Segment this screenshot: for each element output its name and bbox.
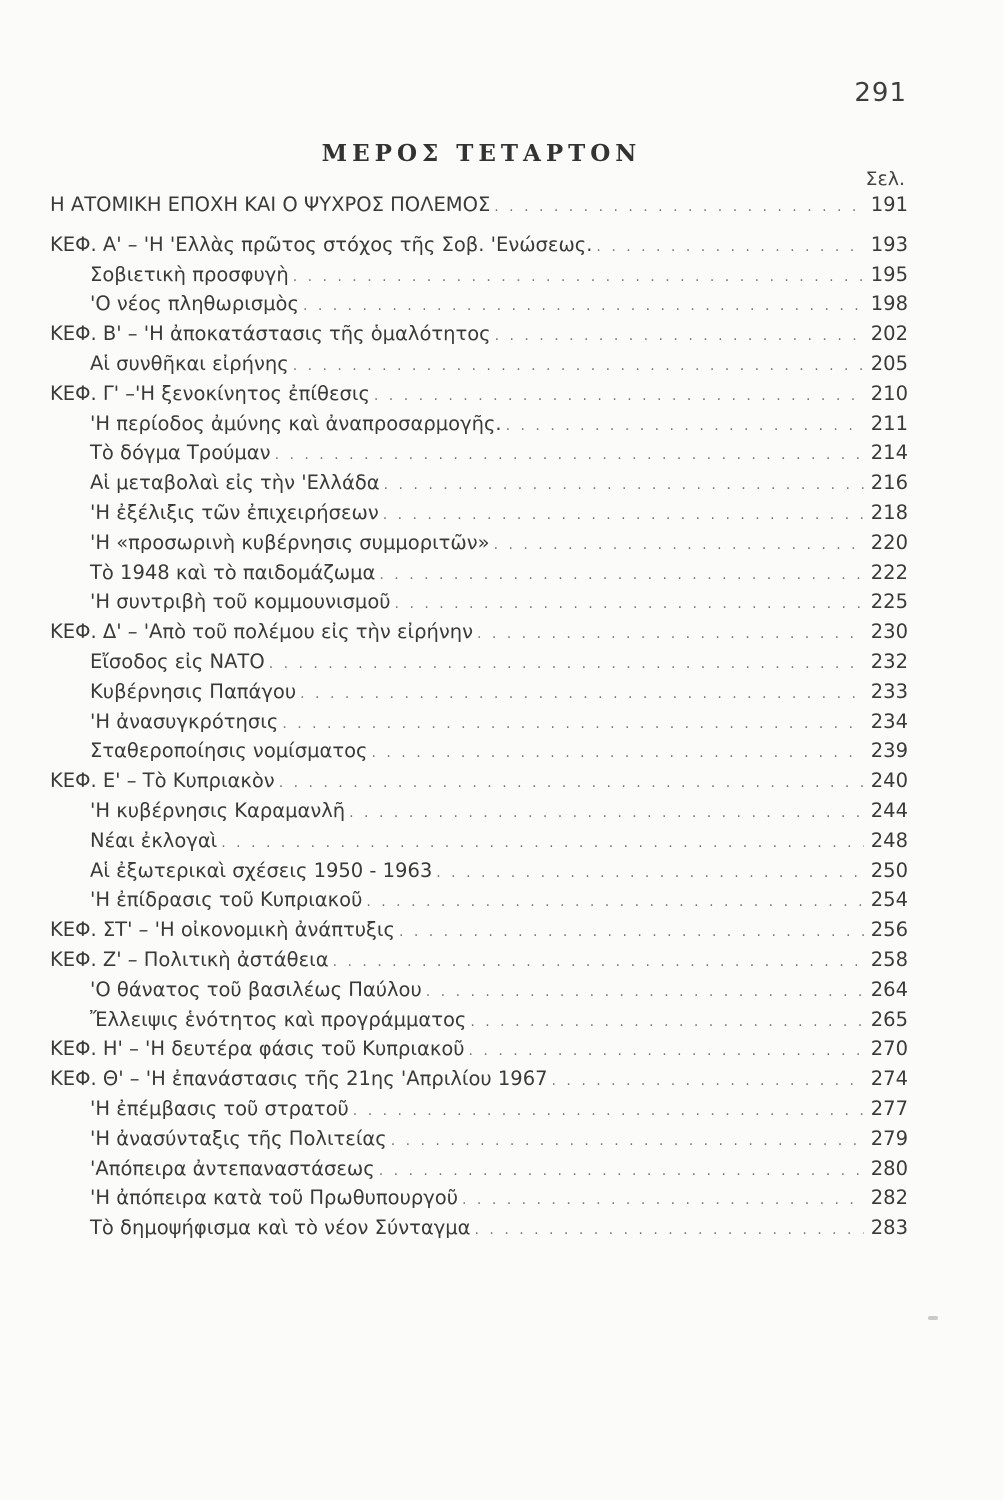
- toc-section: [50, 1008, 908, 1038]
- dot-leader: [477, 626, 864, 642]
- toc-entry-label: 'Η περίοδος ἀμύνης καὶ ἀναπροσαρμογῆς.: [90, 411, 502, 435]
- toc-entry-page: 198: [870, 292, 908, 316]
- toc-entry-page: 205: [870, 351, 908, 375]
- toc-section: [50, 471, 908, 501]
- dot-leader: [462, 1192, 864, 1208]
- table-of-contents: [50, 193, 908, 1246]
- toc-entry-page: 239: [870, 739, 908, 763]
- dot-leader: [300, 686, 864, 702]
- toc-entry-page: 225: [870, 590, 908, 614]
- dot-leader: [395, 596, 864, 612]
- toc-entry-label: Σοβιετικὴ προσφυγὴ: [90, 262, 289, 286]
- toc-entry-label: ΚΕΦ. Α' – 'Η 'Ελλὰς πρῶτος στόχος τῆς Σοβ. 'Ενώσεως.: [50, 232, 593, 256]
- dot-leader: [374, 388, 864, 404]
- toc-entry-label: 'Η «προσωρινὴ κυβέρνησις συμμοριτῶν»: [90, 530, 490, 554]
- dot-leader: [333, 954, 864, 970]
- toc-entry-label: 'Η συντριβὴ τοῦ κομμουνισμοῦ: [90, 590, 391, 614]
- toc-entry-page: 283: [870, 1216, 908, 1240]
- toc-entry-label: Τὸ 1948 καὶ τὸ παιδομάζωμα: [90, 560, 376, 584]
- dot-leader: [596, 239, 864, 255]
- dot-leader: [494, 537, 864, 553]
- toc-entry-label: 'Η ἀνασύνταξις τῆς Πολιτείας: [90, 1126, 387, 1150]
- toc-chapter: [50, 1067, 908, 1097]
- dot-leader: [379, 567, 864, 583]
- toc-entry-page: 222: [870, 560, 908, 584]
- toc-section: [50, 799, 908, 829]
- toc-section: [50, 739, 908, 769]
- toc-entry-label: ΚΕΦ. ΣΤ' – 'Η οἰκονομικὴ ἀνάπτυξις: [50, 918, 395, 942]
- dot-leader: [303, 298, 864, 314]
- ink-smudge: [928, 1316, 938, 1320]
- toc-section: [50, 1127, 908, 1157]
- toc-entry-label: Αἱ μεταβολαὶ εἰς τὴν 'Ελλάδα: [90, 471, 380, 495]
- toc-entry-page: 277: [870, 1096, 908, 1120]
- dot-leader: [279, 775, 864, 791]
- toc-entry-label: 'Η ἀπόπειρα κατὰ τοῦ Πρωθυπουργοῦ: [90, 1186, 459, 1210]
- dot-leader: [353, 1103, 864, 1119]
- toc-section: [50, 412, 908, 442]
- toc-entry-label: 'Η ἐπίδρασις τοῦ Κυπριακοῦ: [90, 888, 363, 912]
- toc-entry-page: 191: [870, 193, 908, 216]
- dot-leader: [470, 1014, 864, 1030]
- toc-entry-label: ΚΕΦ. Β' – 'Η ἀποκατάστασις τῆς ὁμαλότητος: [50, 322, 491, 346]
- toc-entry-label: ΚΕΦ. Ε' – Τὸ Κυπριακὸν: [50, 769, 275, 793]
- dot-leader: [469, 1043, 864, 1059]
- toc-chapter: [50, 322, 908, 352]
- toc-entry-page: 232: [870, 649, 908, 673]
- toc-entry-page: 216: [870, 471, 908, 495]
- dot-leader: [399, 924, 864, 940]
- dot-leader: [391, 1133, 864, 1149]
- toc-main-entry: [50, 193, 908, 223]
- dot-leader: [282, 716, 864, 732]
- dot-leader: [494, 199, 864, 215]
- toc-chapter: [50, 918, 908, 948]
- toc-section: [50, 441, 908, 471]
- part-title: ΜΕΡΟΣ ΤΕΤΑΡΤΟΝ: [321, 140, 642, 167]
- toc-section: [50, 1186, 908, 1216]
- toc-entry-page: 254: [870, 888, 908, 912]
- dot-leader: [475, 1222, 864, 1238]
- toc-entry-page: 250: [870, 858, 908, 882]
- toc-section: [50, 590, 908, 620]
- dot-leader: [436, 865, 864, 881]
- dot-leader: [275, 447, 864, 463]
- toc-entry-label: Εἴσοδος εἰς ΝΑΤΟ: [90, 649, 265, 673]
- toc-section: [50, 859, 908, 889]
- toc-entry-page: 248: [870, 828, 908, 852]
- toc-entry-page: 270: [870, 1037, 908, 1061]
- toc-section: [50, 1157, 908, 1187]
- page-column-label: Σελ.: [865, 168, 905, 190]
- dot-leader: [379, 1163, 864, 1179]
- toc-entry-page: 258: [870, 947, 908, 971]
- toc-entry-page: 214: [870, 441, 908, 465]
- toc-section: [50, 352, 908, 382]
- toc-entry-page: 240: [870, 769, 908, 793]
- toc-entry-label: ΚΕΦ. Ζ' – Πολιτικὴ ἀστάθεια: [50, 947, 329, 971]
- toc-section: [50, 888, 908, 918]
- toc-entry-page: 264: [870, 977, 908, 1001]
- dot-leader: [269, 656, 864, 672]
- toc-entry-label: Η ΑΤΟΜΙΚΗ ΕΠΟΧΗ ΚΑΙ Ο ΨΥΧΡΟΣ ΠΟΛΕΜΟΣ: [50, 193, 491, 216]
- toc-section: [50, 1097, 908, 1127]
- toc-entry-label: Τὸ δημοψήφισμα καὶ τὸ νέον Σύνταγμα: [90, 1216, 471, 1240]
- toc-entry-label: 'Η ἀνασυγκρότησις: [90, 709, 279, 733]
- dot-leader: [384, 477, 864, 493]
- toc-section: [50, 501, 908, 531]
- toc-entry-label: 'Η ἐξέλιξις τῶν ἐπιχειρήσεων: [90, 500, 379, 524]
- toc-entry-label: ΚΕΦ. Θ' – 'Η ἐπανάστασις τῆς 21ης 'Απριλίου 1967: [50, 1067, 548, 1091]
- toc-entry-label: Τὸ δόγμα Τρούμαν: [90, 441, 271, 465]
- toc-entry-label: Νέαι ἐκλογαὶ: [90, 828, 218, 852]
- toc-entry-page: 234: [870, 709, 908, 733]
- toc-entry-label: Αἱ συνθῆκαι εἰρήνης: [90, 351, 289, 375]
- toc-entry-page: 280: [870, 1156, 908, 1180]
- toc-entry-page: 230: [870, 620, 908, 644]
- toc-section: [50, 263, 908, 293]
- toc-entry-label: 'Η ἐπέμβασις τοῦ στρατοῦ: [90, 1096, 349, 1120]
- dot-leader: [221, 835, 864, 851]
- toc-entry-page: 256: [870, 918, 908, 942]
- dot-leader: [366, 894, 864, 910]
- dot-leader: [552, 1073, 864, 1089]
- dot-leader: [349, 805, 864, 821]
- toc-entry-label: Ἔλλειψις ἑνότητος καὶ προγράμματος: [90, 1007, 467, 1031]
- toc-section: [50, 829, 908, 859]
- toc-section: [50, 680, 908, 710]
- toc-section: [50, 1216, 908, 1246]
- dot-leader: [383, 507, 864, 523]
- toc-entry-page: 233: [870, 679, 908, 703]
- toc-section: [50, 531, 908, 561]
- toc-entry-page: 220: [870, 530, 908, 554]
- toc-chapter: [50, 382, 908, 412]
- toc-entry-page: 218: [870, 500, 908, 524]
- toc-entry-page: 265: [870, 1007, 908, 1031]
- toc-chapter: [50, 620, 908, 650]
- toc-entry-page: 195: [870, 262, 908, 286]
- dot-leader: [506, 418, 864, 434]
- toc-entry-page: 282: [870, 1186, 908, 1210]
- toc-chapter: [50, 769, 908, 799]
- toc-section: [50, 650, 908, 680]
- toc-section: [50, 292, 908, 322]
- toc-entry-label: 'Η κυβέρνησις Καραμανλῆ: [90, 798, 346, 822]
- toc-entry-label: ΚΕΦ. Γ' –'Η ξενοκίνητος ἐπίθεσις: [50, 381, 370, 405]
- dot-leader: [372, 745, 865, 761]
- toc-entry-page: 274: [870, 1067, 908, 1091]
- toc-section: [50, 978, 908, 1008]
- toc-entry-label: Αἱ ἐξωτερικαὶ σχέσεις 1950 - 1963: [90, 858, 433, 882]
- toc-entry-label: Κυβέρνησις Παπάγου: [90, 679, 297, 703]
- toc-entry-page: 279: [870, 1126, 908, 1150]
- toc-chapter: [50, 1037, 908, 1067]
- toc-entry-page: 210: [870, 381, 908, 405]
- toc-section: [50, 561, 908, 591]
- toc-entry-page: 193: [870, 232, 908, 256]
- toc-chapter: [50, 233, 908, 263]
- toc-entry-page: 202: [870, 322, 908, 346]
- toc-entry-label: ΚΕΦ. Δ' – 'Απὸ τοῦ πολέμου εἰς τὴν εἰρήνην: [50, 620, 473, 644]
- toc-entry-label: 'Απόπειρα ἀντεπαναστάσεως: [90, 1156, 375, 1180]
- dot-leader: [293, 358, 864, 374]
- dot-leader: [495, 328, 864, 344]
- toc-section: [50, 710, 908, 740]
- toc-entry-label: 'Ο θάνατος τοῦ βασιλέως Παύλου: [90, 977, 422, 1001]
- toc-entry-page: 244: [870, 798, 908, 822]
- toc-entry-label: Σταθεροποίησις νομίσματος: [90, 739, 368, 763]
- toc-entry-label: 'Ο νέος πληθωρισμὸς: [90, 292, 299, 316]
- dot-leader: [293, 269, 864, 285]
- toc-entry-label: ΚΕΦ. Η' – 'Η δευτέρα φάσις τοῦ Κυπριακοῦ: [50, 1037, 465, 1061]
- dot-leader: [426, 984, 864, 1000]
- page-number: 291: [854, 78, 907, 108]
- toc-entry-page: 211: [870, 411, 908, 435]
- toc-chapter: [50, 948, 908, 978]
